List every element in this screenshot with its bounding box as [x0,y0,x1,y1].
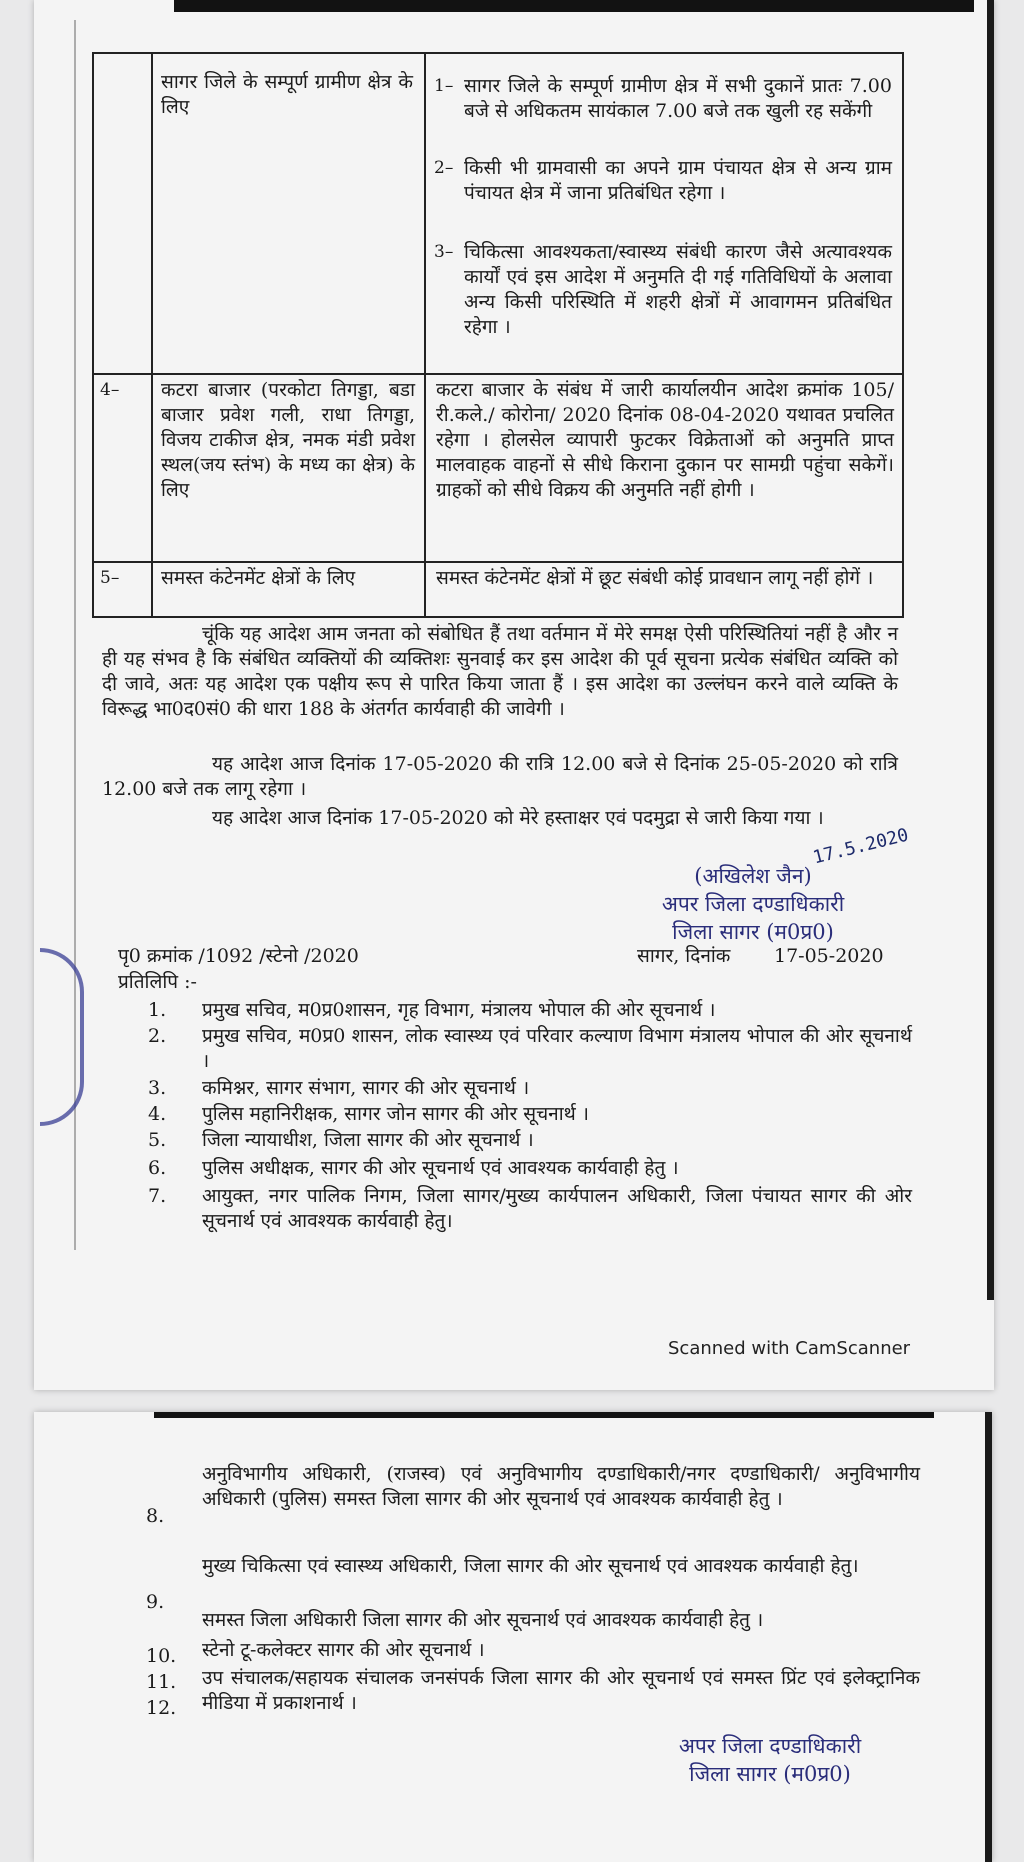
document-page-2 [34,1412,992,1862]
recipient-number: 11. [146,1671,177,1693]
recipient-text: मुख्य चिकित्सा एवं स्वास्थ्य अधिकारी, जिला सागर की ओर सूचनार्थ एवं आवश्यक कार्यवाही हेतु। [202,1555,859,1577]
row3-point-2-number: 2– [434,158,454,178]
recipient-number: 9. [146,1591,165,1613]
row3-point-2-text: किसी भी ग्रामवासी का अपने ग्राम पंचायत क्षेत्र से अन्य ग्राम पंचायत क्षेत्र में जाना प्रतिबंधित रहेगा । [464,157,892,204]
reference-date: 17-05-2020 [774,945,884,967]
row3-point-1-number: 1– [434,76,454,96]
recipient-text: पुलिस अधीक्षक, सागर की ओर सूचनार्थ एवं आवश्यक कार्यवाही हेतु । [202,1157,679,1179]
row5-serial-number: 5– [100,568,120,588]
official-seal-stamp [40,948,84,1126]
reference-place: सागर, दिनांक [637,945,731,967]
recipient-text: जिला न्यायाधीश, जिला सागर की ओर सूचनार्थ । [202,1129,534,1151]
scan-shadow-top [154,1412,934,1418]
recipient-text: स्टेनो टू-कलेक्टर सागर की ओर सूचनार्थ । [202,1639,485,1661]
camscanner-watermark: Scanned with CamScanner [668,1338,911,1359]
recipient-text: कमिश्नर, सागर संभाग, सागर की ओर सूचनार्थ । [202,1077,530,1099]
row4-area-cell: कटरा बाजार (परकोटा तिगड्डा, बडा बाजार प्रवेश गली, राधा तिगड्डा, विजय टाकीज क्षेत्र, नमक मंडी प्रवेश स्थल(जय स्तंभ) के मध्य का क्षेत्र) के लिए [161,379,415,501]
scan-shadow-right [985,1412,992,1862]
row3-area-cell: सागर जिले के सम्पूर्ण ग्रामीण क्षेत्र के लिए [161,71,413,118]
row5-area-cell: समस्त कंटेनमेंट क्षेत्रों के लिए [161,567,356,589]
signatory-designation: अपर जिला दण्डाधिकारी [678,1734,862,1758]
recipient-number: 6. [148,1157,167,1179]
recipient-text: आयुक्त, नगर पालिक निगम, जिला सागर/मुख्य कार्यपालन अधिकारी, जिला पंचायत सागर की ओर सूचनार्थ एवं आवश्यक कार्यवाही हेतु। [202,1185,912,1232]
recipient-number: 5. [148,1129,167,1151]
recipient-number: 8. [146,1505,165,1527]
signature-block-1 [628,862,878,946]
recipient-number: 2. [148,1025,167,1047]
reference-number: पृ0 क्रमांक /1092 /स्टेनो /2020 [118,945,359,967]
paragraph-validity-period: यह आदेश आज दिनांक 17-05-2020 की रात्रि 12.00 बजे से दिनांक 25-05-2020 को रात्रि 12.00 बजे तक लागू रहेगा । [102,753,898,800]
signatory-name: (अखिलेश जैन) [694,864,812,888]
row4-text-cell: कटरा बाजार के संबंध में जारी कार्यालयीन आदेश क्रमांक 105/ री.कले./ कोरोना/ 2020 दिनांक 08-04-2020 यथावत प्रचलित रहेगा । होलसेल व्यापारी फुटकर विक्रेताओं को अनुमति प्राप्त मालवाहक वाहनों से सीधे किराना दुकान पर सामग्री पहुंचा सकेगें। ग्राहकों को सीधे विक्रय की अनुमति नहीं होगी । [436,379,894,501]
paragraph-issued-under-seal: यह आदेश आज दिनांक 17-05-2020 को मेरे हस्ताक्षर एवं पदमुद्रा से जारी किया गया । [212,807,824,829]
signatory-designation: अपर जिला दण्डाधिकारी [661,892,845,916]
handwritten-date: 17.5.2020 [810,824,911,869]
scan-shadow-top [174,0,974,12]
row4-serial-number: 4– [100,380,120,400]
recipient-number: 3. [148,1077,167,1099]
row3-point-3-number: 3– [434,242,454,262]
recipient-text: अनुविभागीय अधिकारी, (राजस्व) एवं अनुविभागीय दण्डाधिकारी/नगर दण्डाधिकारी/ अनुविभागीय अधिकारी (पुलिस) समस्त जिला सागर की ओर सूचनार्थ एवं आवश्यक कार्यवाही हेतु । [202,1463,920,1510]
signatory-office: जिला सागर (म0प्र0) [689,1762,851,1786]
row3-point-3-text: चिकित्सा आवश्यकता/स्वास्थ्य संबंधी कारण जैसे अत्यावश्यक कार्यों एवं इस आदेश में अनुमति दी गई गतिविधियों के अलावा अन्य किसी परिस्थिति में शहरी क्षेत्रों में आवागमन प्रतिबंधित रहेगा । [464,241,892,338]
document-page-1 [34,0,994,1390]
signatory-office: जिला सागर (म0प्र0) [672,920,834,944]
recipient-number: 7. [148,1185,167,1207]
recipient-number: 12. [146,1697,177,1719]
signature-block-2 [650,1732,890,1788]
recipient-number: 1. [148,999,167,1021]
recipient-text: पुलिस महानिरीक्षक, सागर जोन सागर की ओर सूचनार्थ । [202,1103,590,1125]
recipient-text: उप संचालक/सहायक संचालक जनसंपर्क जिला सागर की ओर सूचनार्थ एवं समस्त प्रिंट एवं इलेक्ट्रानिक मीडिया में प्रकाशनार्थ । [202,1667,920,1714]
scan-shadow-right [987,0,994,1300]
recipient-number: 4. [148,1103,167,1125]
recipient-text: प्रमुख सचिव, म0प्र0शासन, गृह विभाग, मंत्रालय भोपाल की ओर सूचनार्थ । [202,999,716,1021]
copy-to-heading: प्रतिलिपि :- [118,971,197,993]
recipient-number: 10. [146,1645,177,1667]
row3-point-1-text: सागर जिले के सम्पूर्ण ग्रामीण क्षेत्र में सभी दुकानें प्रातः 7.00 बजे से अधिकतम सायंकाल 7.00 बजे तक खुली रह सकेंगी [464,75,892,122]
recipient-text: प्रमुख सचिव, म0प्र0 शासन, लोक स्वास्थ्य एवं परिवार कल्याण विभाग मंत्रालय भोपाल की ओर सूचनार्थ । [202,1025,912,1072]
paragraph-hearing-notice: चूंकि यह आदेश आम जनता को संबोधित हैं तथा वर्तमान में मेरे समक्ष ऐसी परिस्थितियां नहीं है और न ही यह संभव है कि संबंधित व्यक्तियों की व्यक्तिशः सुनवाई कर इस आदेश की पूर्व सूचना प्रत्येक संबंधित व्यक्ति को दी जावे, अतः यह आदेश एक पक्षीय रूप से पारित किया जाता हैं । इस आदेश का उल्लंघन करने वाले व्यक्ति के विरूद्ध भा0द0सं0 की धारा 188 के अंतर्गत कार्यवाही की जावेगी । [102,623,898,720]
row5-text-cell: समस्त कंटेनमेंट क्षेत्रों में छूट संबंधी कोई प्रावधान लागू नहीं होगें । [436,567,874,589]
recipient-text: समस्त जिला अधिकारी जिला सागर की ओर सूचनार्थ एवं आवश्यक कार्यवाही हेतु । [202,1609,764,1631]
